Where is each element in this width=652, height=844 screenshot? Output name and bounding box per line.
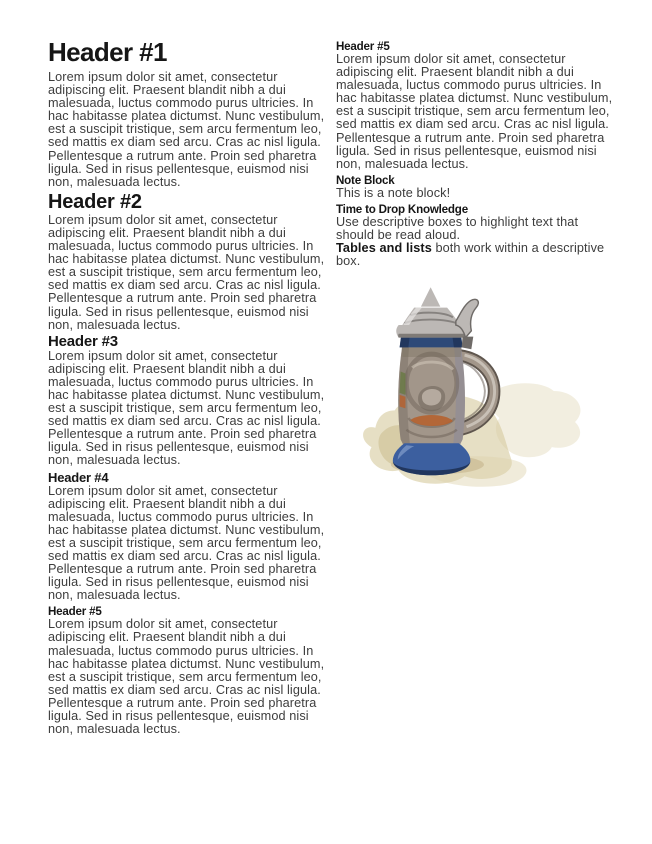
tables-lists-note (336, 242, 618, 268)
section-body-3: Lorem ipsum dolor sit amet, consectetur adipiscing elit. Praesent blandit nibh a dui malesuada, luctus commodo purus ultricies. In hac habitasse platea dictumst. Nunc vestibulum, est a suscipit tristique, sem arcu fermentum leo, sed mattis ex diam sed arcu. Cras ac nisl ligula. Pellentesque a rutrum ante. Proin sed pharetra ligula. Sed in risus pellentesque, euismod nisi non, malesuada lectus. (48, 348, 325, 468)
section-heading-5: Header #5 (48, 605, 102, 619)
left-column (48, 38, 326, 736)
tables-lists-note-bold: Tables and lists (336, 241, 432, 256)
section-heading-2: Header #2 (48, 190, 142, 213)
note-block-title: Note Block (336, 173, 395, 187)
section-body-5-right: Lorem ipsum dolor sit amet, consectetur adipiscing elit. Praesent blandit nibh a dui malesuada, luctus commodo purus ultricies. In hac habitasse platea dictumst. Nunc vestibulum, est a suscipit tristique, sem arcu fermentum leo, sed mattis ex diam sed arcu. Cras ac nisl ligula. Pellentesque a rutrum ante. Proin sed pharetra ligula. Sed in risus pellentesque, euismod nisi non, malesuada lectus. (336, 52, 613, 171)
beer-stein-illustration (356, 282, 608, 496)
section-heading-3: Header #3 (48, 332, 118, 350)
section-body-1: Lorem ipsum dolor sit amet, consectetur adipiscing elit. Praesent blandit nibh a dui malesuada, luctus commodo purus ultricies. In hac habitasse platea dictumst. Nunc vestibulum, est a suscipit tristique, sem arcu fermentum leo, sed mattis ex diam sed arcu. Cras ac nisl ligula. Pellentesque a rutrum ante. Proin sed pharetra ligula. Sed in risus pellentesque, euismod nisi non, malesuada lectus. (48, 70, 325, 189)
section-heading-5-right: Header #5 (336, 40, 390, 53)
section-body-2: Lorem ipsum dolor sit amet, consectetur adipiscing elit. Praesent blandit nibh a dui malesuada, luctus commodo purus ultricies. In hac habitasse platea dictumst. Nunc vestibulum, est a suscipit tristique, sem arcu fermentum leo, sed mattis ex diam sed arcu. Cras ac nisl ligula. Pellentesque a rutrum ante. Proin sed pharetra ligula. Sed in risus pellentesque, euismod nisi non, malesuada lectus. (48, 212, 325, 332)
section-body-4: Lorem ipsum dolor sit amet, consectetur adipiscing elit. Praesent blandit nibh a dui malesuada, luctus commodo purus ultricies. In hac habitasse platea dictumst. Nunc vestibulum, est a suscipit tristique, sem arcu fermentum leo, sed mattis ex diam sed arcu. Cras ac nisl ligula. Pellentesque a rutrum ante. Proin sed pharetra ligula. Sed in risus pellentesque, euismod nisi non, malesuada lectus. (48, 483, 325, 603)
stein-body (398, 345, 465, 448)
stein-base (393, 444, 471, 476)
knowledge-block-text: Use descriptive boxes to highlight text that should be read aloud. (336, 214, 579, 243)
tables-lists-note-rest: both work within a descriptive box. (336, 241, 605, 269)
watercolor-wash (363, 384, 580, 487)
knowledge-block-title: Time to Drop Knowledge (336, 202, 468, 216)
note-block-text: This is a note block! (336, 185, 451, 200)
right-column (336, 38, 618, 496)
hinge (462, 337, 474, 350)
section-heading-4: Header #4 (48, 469, 109, 485)
beer-stein-figure (356, 282, 618, 496)
section-heading-1: Header #1 (48, 37, 167, 67)
section-body-5: Lorem ipsum dolor sit amet, consectetur adipiscing elit. Praesent blandit nibh a dui malesuada, luctus commodo purus ultricies. In hac habitasse platea dictumst. Nunc vestibulum, est a suscipit tristique, sem arcu fermentum leo, sed mattis ex diam sed arcu. Cras ac nisl ligula. Pellentesque a rutrum ante. Proin sed pharetra ligula. Sed in risus pellentesque, euismod nisi non, malesuada lectus. (48, 617, 325, 737)
